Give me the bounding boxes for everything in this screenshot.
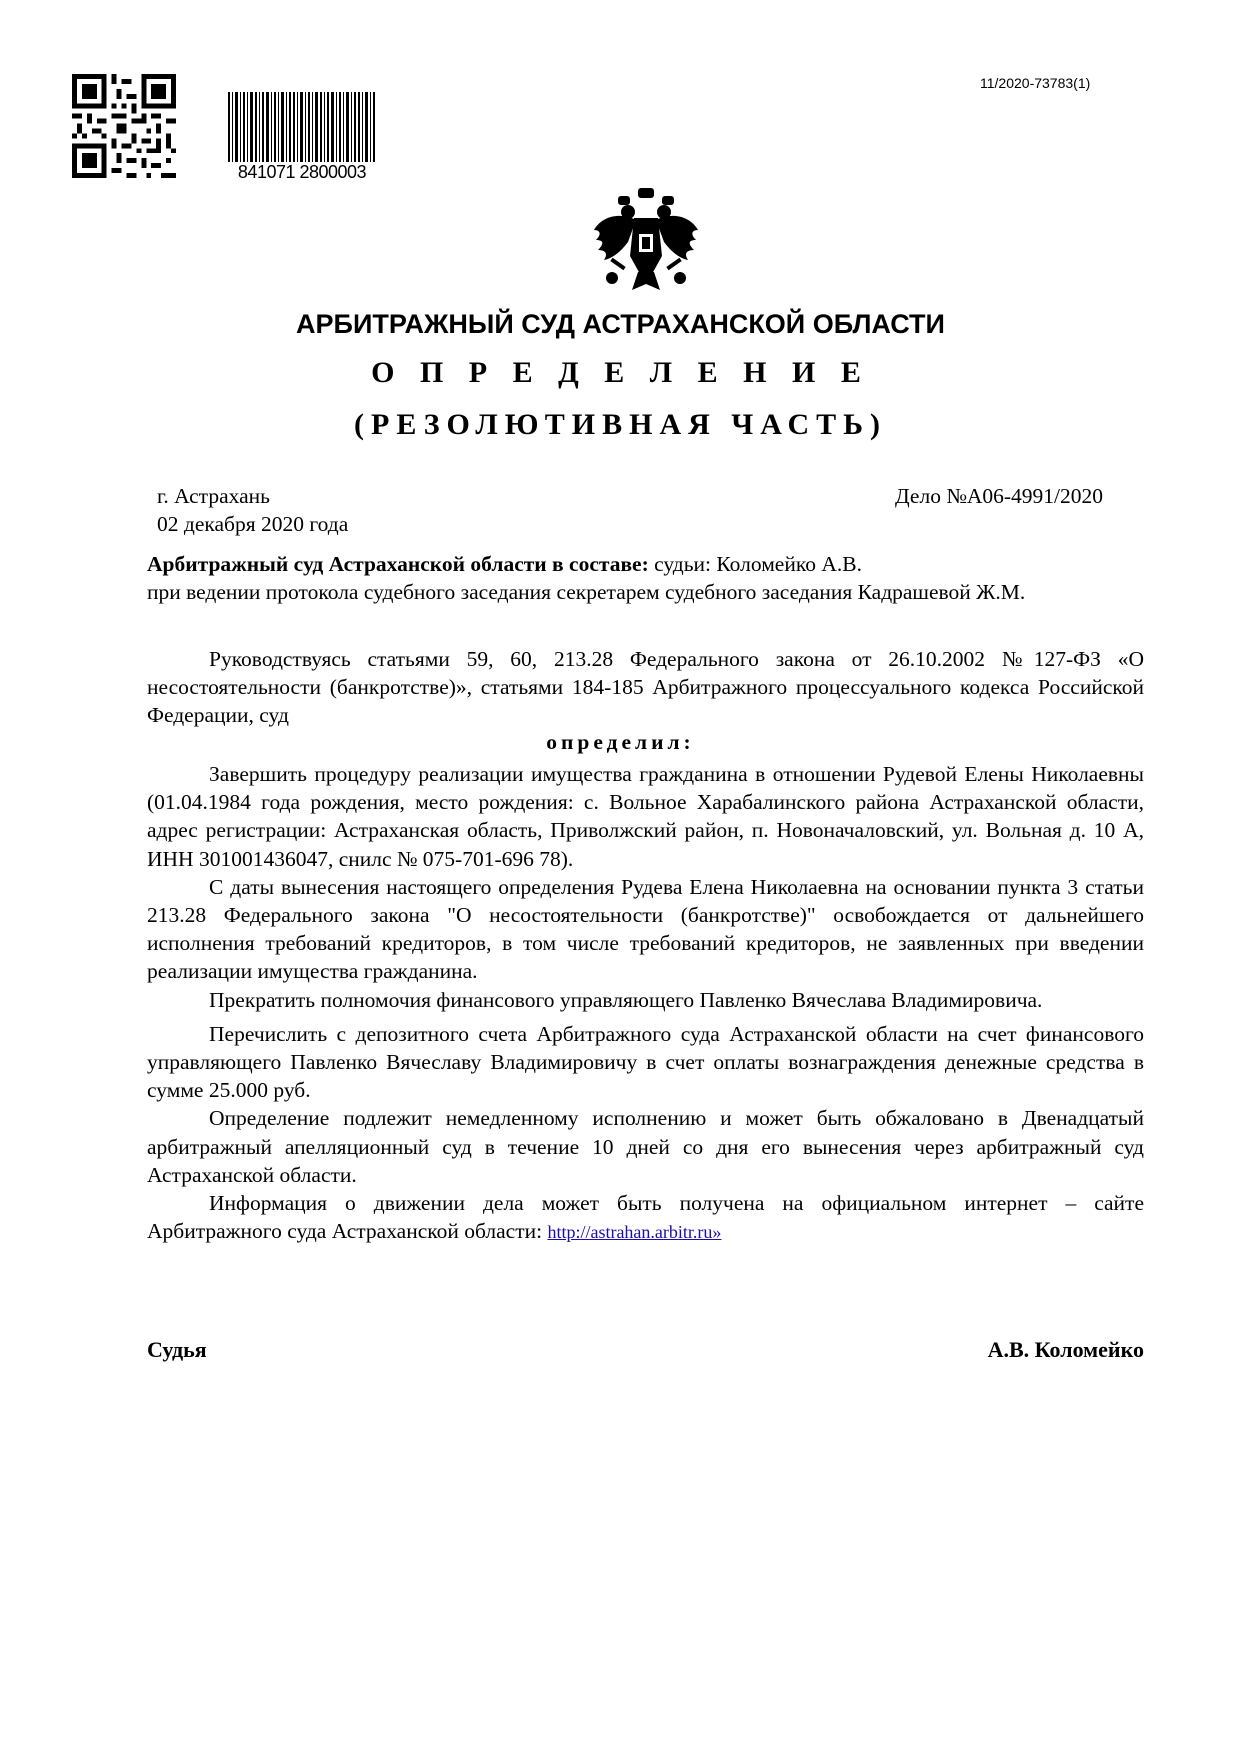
court-composition <box>147 550 862 578</box>
city: г. Астрахань <box>157 484 270 508</box>
coat-of-arms-emblem <box>590 186 702 302</box>
info-text: Информация о движении дела может быть получена на официальном интернет – сайте Арбитражного суда Астраханской области: <box>147 1191 1144 1244</box>
qr-code <box>72 74 176 178</box>
ruling-paragraph: Перечислить с депозитного счета Арбитражного суда Астраханской области на счет финансового управляющего Павленко Вячеславу Владимировичу в счет оплаты вознаграждения денежные средства в сумме 25.000 руб. <box>147 1021 1144 1103</box>
ruling-paragraph: Прекратить полномочия финансового управляющего Павленко Вячеслава Владимировича. <box>209 987 1043 1012</box>
composition-judge: судьи: Коломейко А.В. <box>648 552 862 576</box>
ruling-paragraph: С даты вынесения настоящего определения Рудева Елена Николаевна на основании пункта 3 статьи 213.28 Федерального закона "О несостоятельности (банкротстве)" освобождается от дальнейшего исполнения требований кредиторов, в том числе требований кредиторов, не заявленных при введении реализации имущества гражданина. <box>147 874 1144 984</box>
court-website-link[interactable]: http://astrahan.arbitr.ru» <box>547 1222 722 1243</box>
info-paragraph <box>147 1189 1144 1246</box>
judge-name: А.В. Коломейко <box>987 1337 1144 1362</box>
case-number: Дело №А06-4991/2020 <box>895 484 1103 508</box>
barcode <box>228 92 376 188</box>
barcode-number: 841071 2800003 <box>228 162 376 183</box>
ruling-paragraph: Определение подлежит немедленному исполнению и может быть обжаловано в Двенадцатый арбитражный апелляционный суд в течение 10 дней со дня его вынесения через арбитражный суд Астраханской области. <box>147 1106 1144 1187</box>
preamble-text: Руководствуясь статьями 59, 60, 213.28 Федерального закона от 26.10.2002 №127-ФЗ «О несостоятельности (банкротстве)», статьями 184-185 Арбитражного процессуального кодекса Российской Федерации, суд <box>147 647 1144 728</box>
signature-title: Судья <box>147 1337 207 1362</box>
preamble <box>147 645 1144 730</box>
rulings <box>147 760 1144 1246</box>
court-name: АРБИТРАЖНЫЙ СУД АСТРАХАНСКОЙ ОБЛАСТИ <box>296 309 945 339</box>
decided-heading: определил: <box>546 730 695 754</box>
decision-date: 02 декабря 2020 года <box>157 512 349 536</box>
document-id: 11/2020-73783(1) <box>980 75 1091 91</box>
secretary-line: при ведении протокола судебного заседания секретарем судебного заседания Кадрашевой Ж.М. <box>147 580 1026 604</box>
document-type: О П Р Е Д Е Л Е Н И Е <box>371 356 870 389</box>
document-subtype: (РЕЗОЛЮТИВНАЯ ЧАСТЬ) <box>354 408 887 441</box>
composition-label: Арбитражный суд Астраханской области в составе: <box>147 552 649 576</box>
ruling-paragraph: Завершить процедуру реализации имущества гражданина в отношении Рудевой Елены Николаевны (01.04.1984 года рождения, место рождения: с. Вольное Харабалинского района Астраханской области, адрес регистрации: Астраханская область, Приволжский район, п. Новоначаловский, ул. Вольная д. 10 А, ИНН 301001436047, снилс № 075-701-696 78). <box>147 762 1144 871</box>
